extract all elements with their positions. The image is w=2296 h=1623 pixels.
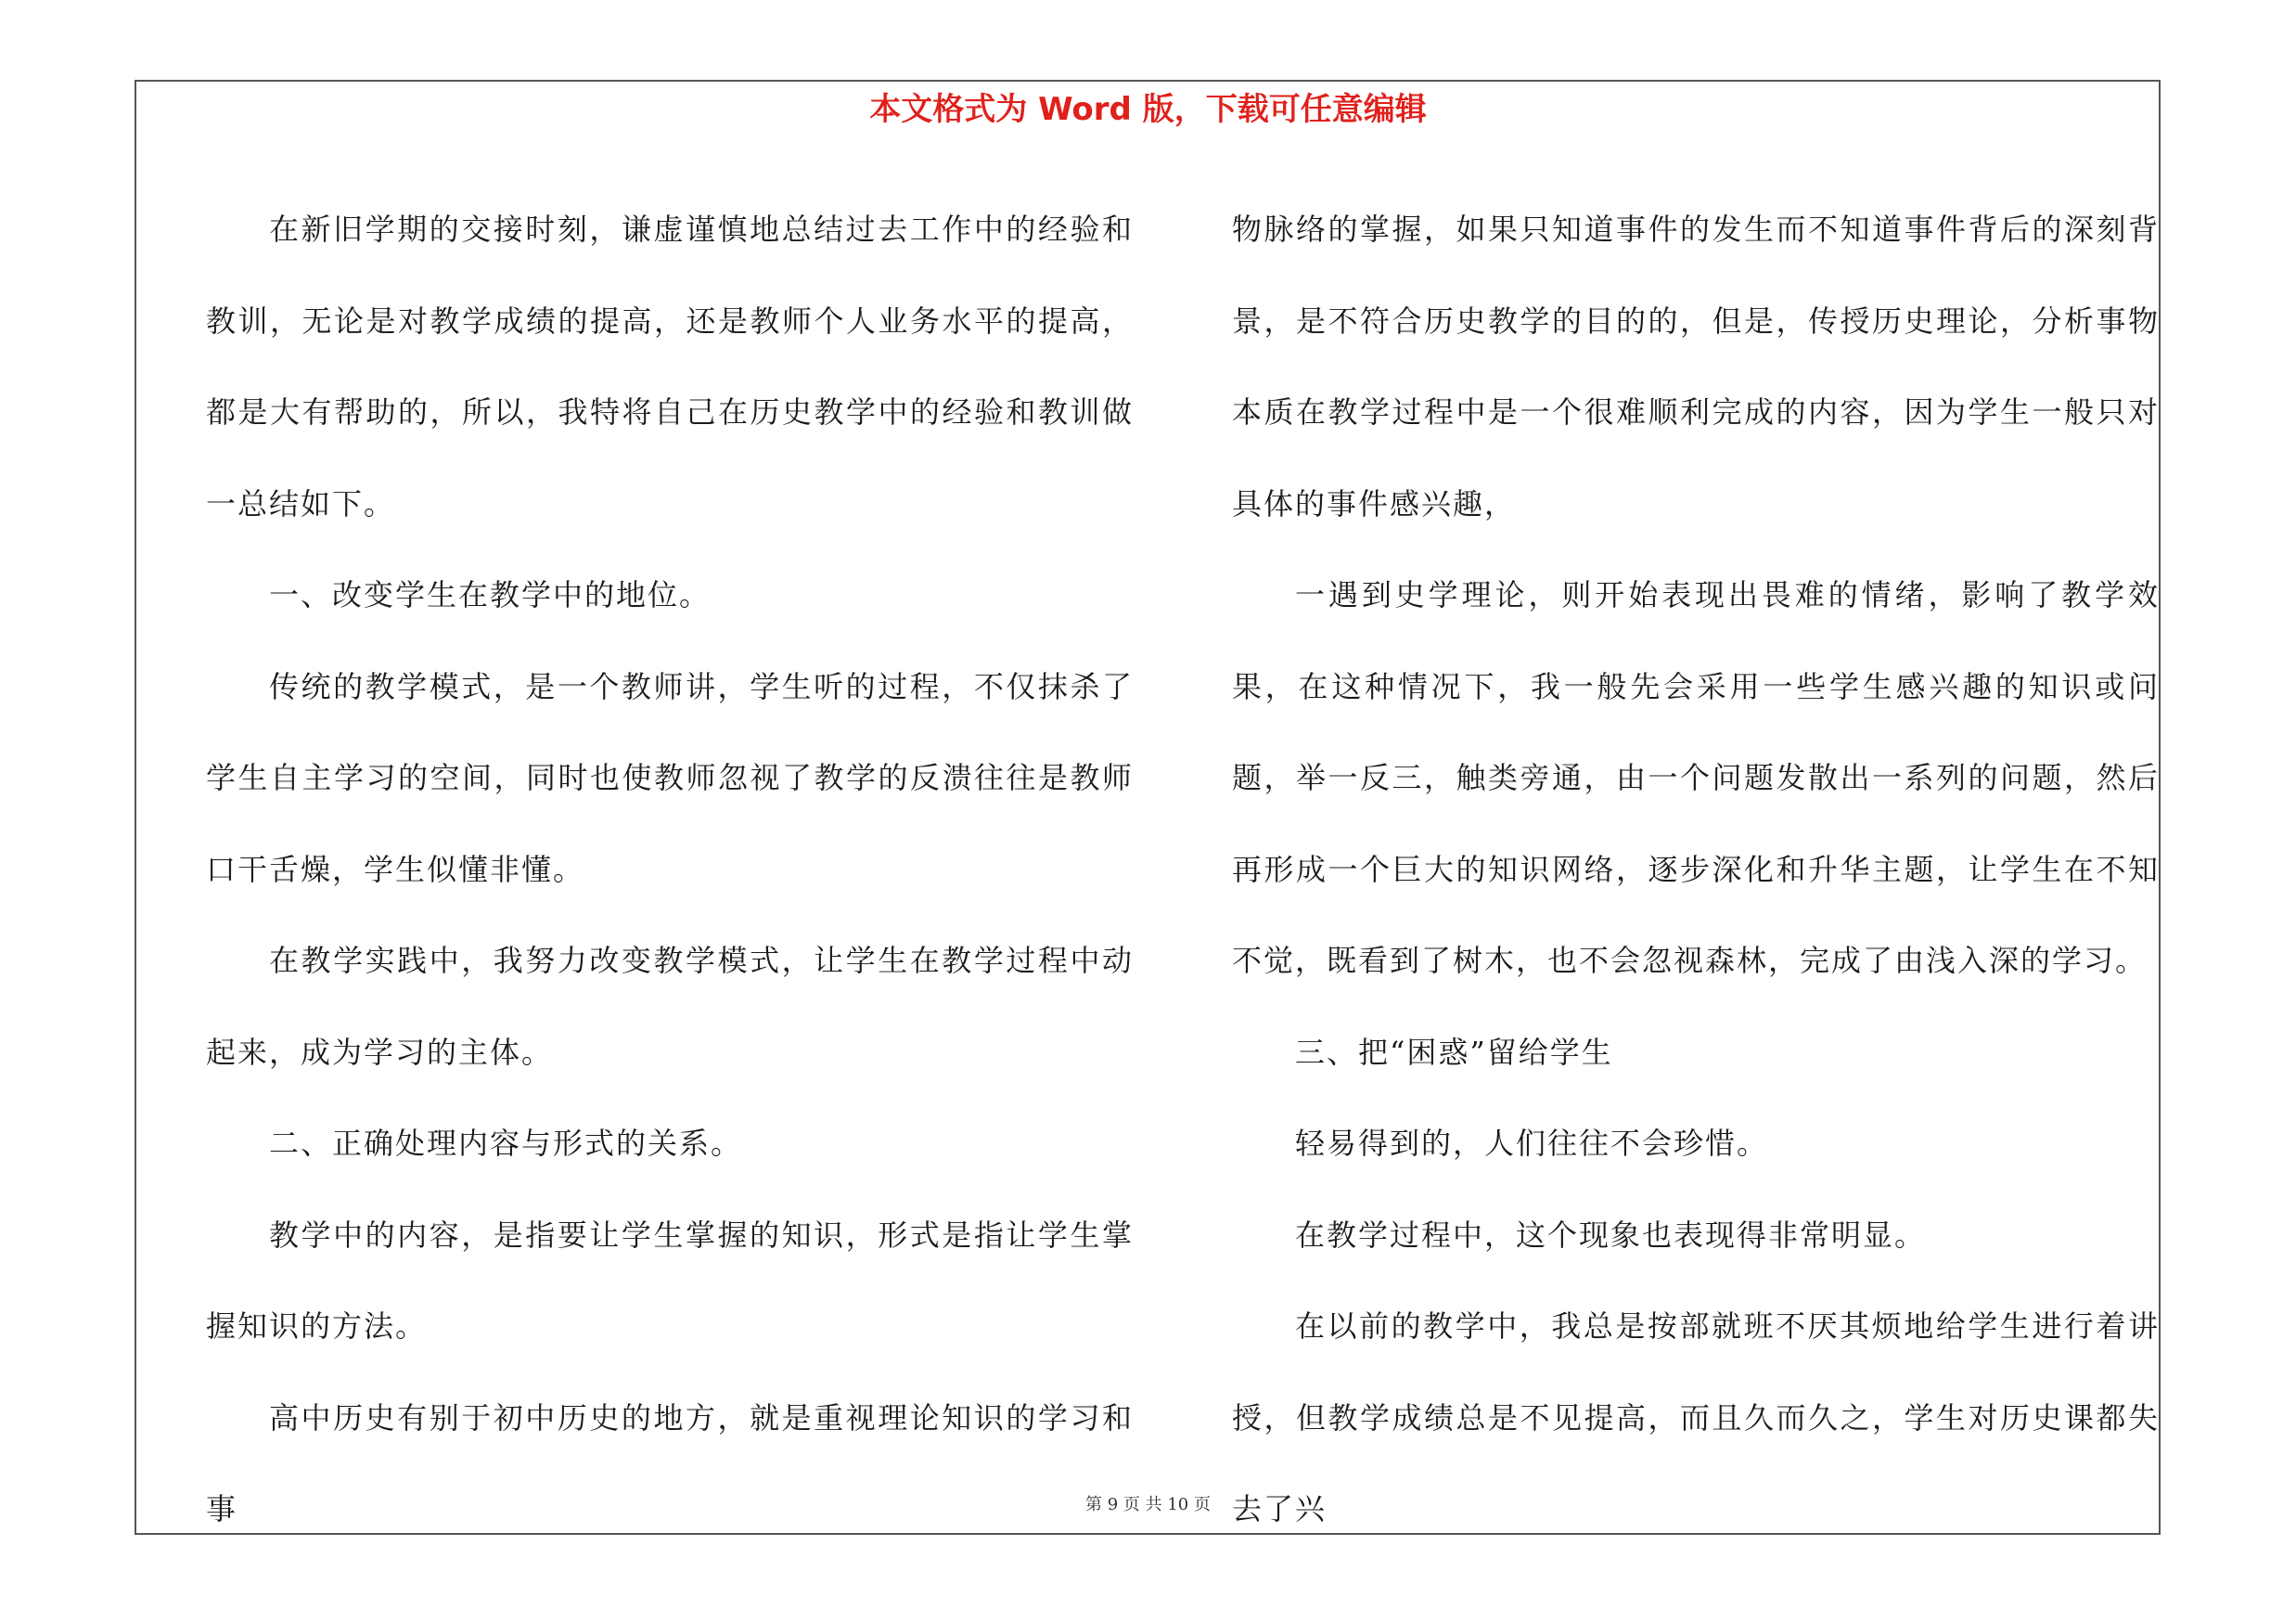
section-heading: 二、正确处理内容与形式的关系。 (269, 1126, 743, 1161)
paragraph: 在以前的教学中，我总是按部就班不厌其烦地给学生进行着讲授，但教学成绩总是不见提高，而且久而久之，学生对历史课都失去了兴 (1232, 1308, 2160, 1526)
paragraph: 物脉络的掌握，如果只知道事件的发生而不知道事件背后的深刻背景，是不符合历史教学的目的的，但是，传授历史理论，分析事物本质在教学过程中是一个很难顺利完成的内容，因为学生一般只对具体的事件感兴趣， (1232, 212, 2160, 522)
paragraph: 高中历史有别于初中历史的地方，就是重视理论知识的学习和事 (206, 1399, 1134, 1526)
right-column (1232, 184, 2160, 1555)
section-heading: 一、改变学生在教学中的地位。 (269, 577, 712, 612)
paragraph: 在教学实践中，我努力改变教学模式，让学生在教学过程中动起来，成为学习的主体。 (206, 943, 1134, 1070)
left-column (206, 184, 1134, 1555)
paragraph: 在教学过程中，这个现象也表现得非常明显。 (1295, 1217, 1927, 1253)
document-banner: 本文格式为 Word 版，下载可任意编辑 (869, 91, 1427, 128)
paragraph: 在新旧学期的交接时刻，谦虚谨慎地总结过去工作中的经验和教训，无论是对教学成绩的提高，还是教师个人业务水平的提高，都是大有帮助的，所以，我特将自己在历史教学中的经验和教训做一总结如下。 (206, 212, 1134, 522)
paragraph: 教学中的内容，是指要让学生掌握的知识，形式是指让学生掌握知识的方法。 (206, 1217, 1134, 1344)
paragraph: 一遇到史学理论，则开始表现出畏难的情绪，影响了教学效果，在这种情况下，我一般先会采用一些学生感兴趣的知识或问题，举一反三，触类旁通，由一个问题发散出一系列的问题，然后再形成一个巨大的知识网络，逐步深化和升华主题，让学生在不知不觉，既看到了树木，也不会忽视森林，完成了由浅入深的学习。 (1232, 577, 2160, 978)
paragraph: 轻易得到的，人们往往不会珍惜。 (1295, 1126, 1769, 1161)
paragraph: 传统的教学模式，是一个教师讲，学生听的过程，不仅抹杀了学生自主学习的空间，同时也使教师忽视了教学的反溃往往是教师口干舌燥，学生似懂非懂。 (206, 668, 1134, 887)
section-heading: 三、把“困惑”留给学生 (1295, 1034, 1613, 1070)
page-number: 第 9 页 共 10 页 (1085, 1495, 1211, 1514)
